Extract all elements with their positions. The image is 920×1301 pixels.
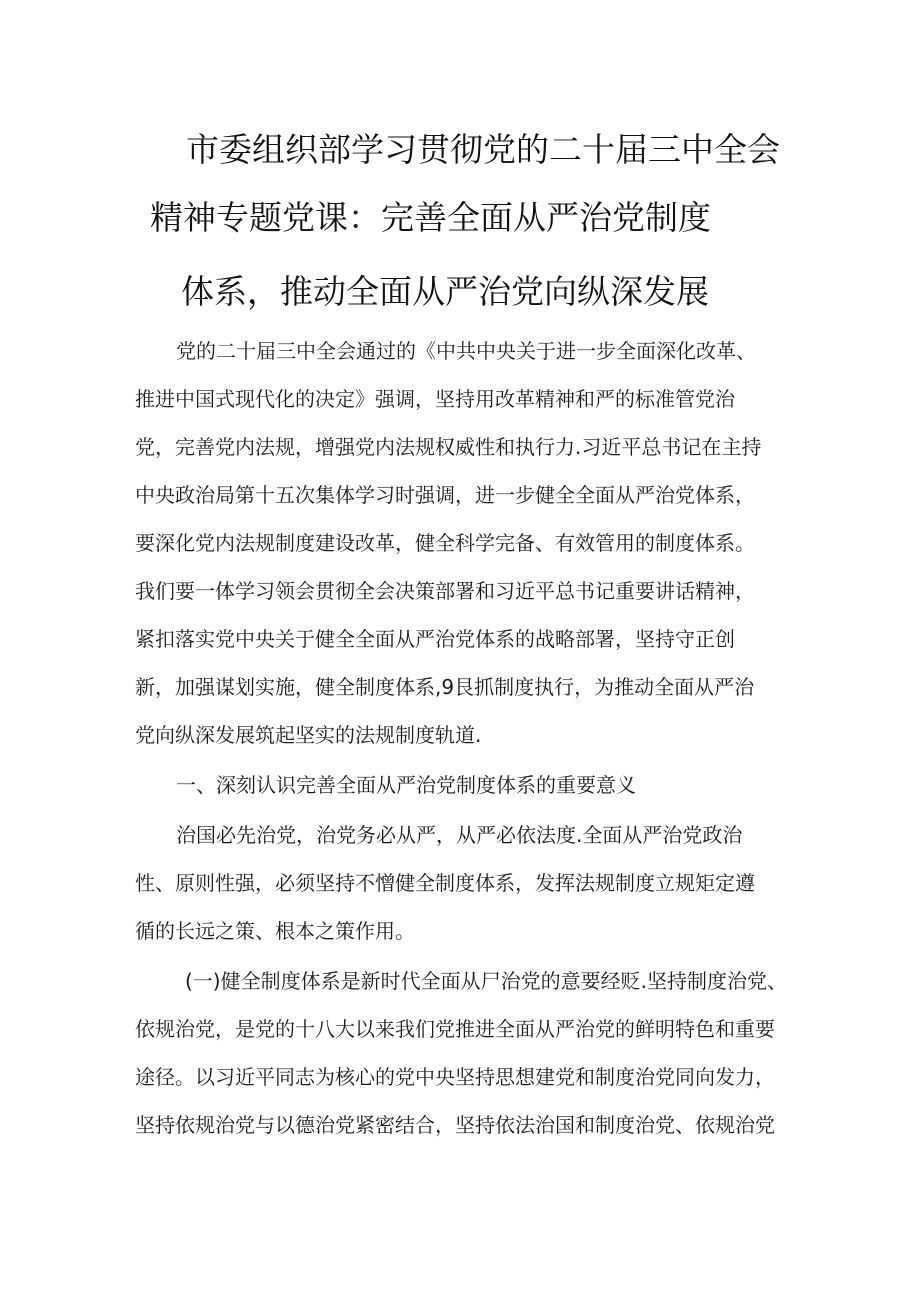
section-heading: 一、深刻认识完善全面从严治党制度体系的重要意义 <box>176 773 636 797</box>
paragraph-line: 要深化党内法规制度建设改革，健全科学完备、有效管用的制度体系。 <box>135 531 755 555</box>
paragraph-line: 新，加强谋划实施，健全制度体系,9艮抓制度执行，为推动全面从严治 <box>135 675 755 699</box>
title-line-1: 市委组织部学习贯彻党的二十届三中全会 <box>186 130 780 169</box>
paragraph-line: 紧扣落实党中央关于健全全面从严治党体系的战略部署，坚持守正创 <box>135 627 735 651</box>
paragraph-line: 性、原则性强，必须坚持不憎健全制度体系，发挥法规制度立规矩定遵 <box>135 871 755 895</box>
paragraph-line: 循的长远之策、根本之策作用。 <box>135 919 415 943</box>
paragraph-line: 党的二十届三中全会通过的《中共中央关于进一步全面深化改革、 <box>176 339 756 363</box>
paragraph-line: (一)健全制度体系是新时代全面从尸治党的意要经贬.坚持制度治党、 <box>185 969 787 993</box>
paragraph-line: 推进中国式现代化的决定》强调，坚持用改革精神和严的标准管党治 <box>135 387 735 411</box>
paragraph-line: 依规治党，是党的十八大以来我们党推进全面从严治党的鲜明特色和重要 <box>135 1017 775 1041</box>
title-line-3: 体系，推动全面从严治党向纵深发展 <box>181 272 709 311</box>
paragraph-line: 途径。以习近平同志为核心的党中央坚持思想建党和制度治党同向发力， <box>135 1065 775 1089</box>
paragraph-line: 党，完善党内法规，增强党内法规权威性和执行力.习近平总书记在主持 <box>135 435 762 459</box>
paragraph-line: 中央政治局第十五次集体学习时强调，进一步健全全面从严治党体系， <box>135 483 755 507</box>
paragraph-line: 治国必先治党，治党务必从严，从严必依法度.全面从严治党政治 <box>176 823 743 847</box>
title-line-2: 精神专题党课：完善全面从严治党制度 <box>150 198 711 237</box>
paragraph-line: 我们要一体学习领会贯彻全会决策部署和习近平总书记重要讲话精神， <box>135 579 755 603</box>
paragraph-line: 党向纵深发展筑起坚实的法规制度轨道. <box>135 723 482 747</box>
paragraph-line: 坚持依规治党与以德治党紧密结合，坚持依法治国和制度治党、依规治党 <box>135 1113 775 1137</box>
